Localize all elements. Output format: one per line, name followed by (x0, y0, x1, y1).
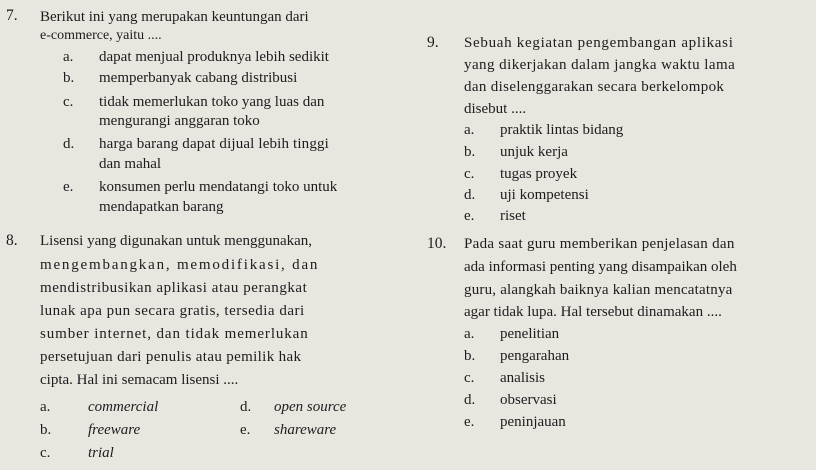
option-text: open source (274, 399, 347, 415)
option-text: tidak memerlukan toko yang luas dan (99, 94, 325, 110)
option-text: riset (500, 208, 526, 224)
question-stem-line: yang dikerjakan dalam jangka waktu lama (464, 57, 736, 73)
question-stem-line: agar tidak lupa. Hal tersebut dinamakan .... (464, 304, 722, 320)
option-letter: e. (63, 179, 74, 195)
option-letter: a. (40, 399, 51, 415)
option-letter: c. (40, 445, 51, 461)
option-text: dan mahal (99, 156, 162, 172)
option-text: shareware (274, 422, 337, 438)
question-stem-line: mendistribusikan aplikasi atau perangkat (40, 280, 308, 296)
option-letter: a. (63, 49, 74, 65)
option-letter: b. (40, 422, 52, 438)
option-text: mengurangi anggaran toko (99, 113, 260, 129)
question-stem-line: persetujuan dari penulis atau pemilik hak (40, 349, 302, 365)
option-text: uji kompetensi (500, 187, 589, 203)
option-letter: c. (464, 370, 475, 386)
option-text: dapat menjual produknya lebih sedikit (99, 49, 329, 65)
question-stem-line: mengembangkan, memodifikasi, dan (40, 257, 320, 273)
option-text: konsumen perlu mendatangi toko untuk (99, 179, 338, 195)
option-letter: d. (240, 399, 252, 415)
option-text: unjuk kerja (500, 144, 568, 160)
option-letter: d. (63, 136, 75, 152)
question-number: 10. (427, 235, 447, 252)
option-letter: a. (464, 326, 475, 342)
question-stem-line: cipta. Hal ini semacam lisensi .... (40, 372, 239, 388)
question-number: 9. (427, 34, 439, 51)
question-stem-line: ada informasi penting yang disampaikan oleh (464, 259, 737, 275)
option-text: peninjauan (500, 414, 566, 430)
option-text: observasi (500, 392, 557, 408)
option-letter: c. (464, 166, 475, 182)
question-stem-line: Pada saat guru memberikan penjelasan dan (464, 236, 735, 252)
option-text: memperbanyak cabang distribusi (99, 70, 298, 86)
question-stem-line: Lisensi yang digunakan untuk menggunakan, (40, 233, 313, 249)
option-text: tugas proyek (500, 166, 578, 182)
option-text: mendapatkan barang (99, 199, 224, 215)
option-letter: d. (464, 392, 476, 408)
option-letter: e. (464, 414, 475, 430)
question-stem-line: dan diselenggarakan secara berkelompok (464, 79, 725, 95)
question-number: 8. (6, 232, 18, 249)
option-letter: c. (63, 94, 74, 110)
question-stem-line: guru, alangkah baiknya kalian mencatatnya (464, 282, 733, 298)
question-stem-line: sumber internet, dan tidak memerlukan (40, 326, 309, 342)
option-letter: e. (240, 422, 251, 438)
option-letter: d. (464, 187, 476, 203)
option-text: penelitian (500, 326, 560, 342)
option-letter: b. (464, 144, 476, 160)
option-text: harga barang dapat dijual lebih tinggi (99, 136, 329, 152)
option-text: commercial (88, 399, 159, 415)
option-letter: e. (464, 208, 475, 224)
option-letter: b. (63, 70, 75, 86)
option-text: pengarahan (500, 348, 570, 364)
question-number: 7. (6, 7, 18, 24)
question-stem-line: Berikut ini yang merupakan keuntungan dari (40, 9, 309, 25)
option-text: praktik lintas bidang (500, 122, 624, 138)
option-text: analisis (500, 370, 545, 386)
question-stem-line: lunak apa pun secara gratis, tersedia dari (40, 303, 305, 319)
option-text: trial (88, 445, 114, 461)
question-stem-line: e-commerce, yaitu .... (40, 28, 162, 43)
question-stem-line: Sebuah kegiatan pengembangan aplikasi (464, 35, 734, 51)
option-letter: b. (464, 348, 476, 364)
question-stem-line: disebut .... (464, 101, 527, 117)
option-text: freeware (88, 422, 141, 438)
option-letter: a. (464, 122, 475, 138)
